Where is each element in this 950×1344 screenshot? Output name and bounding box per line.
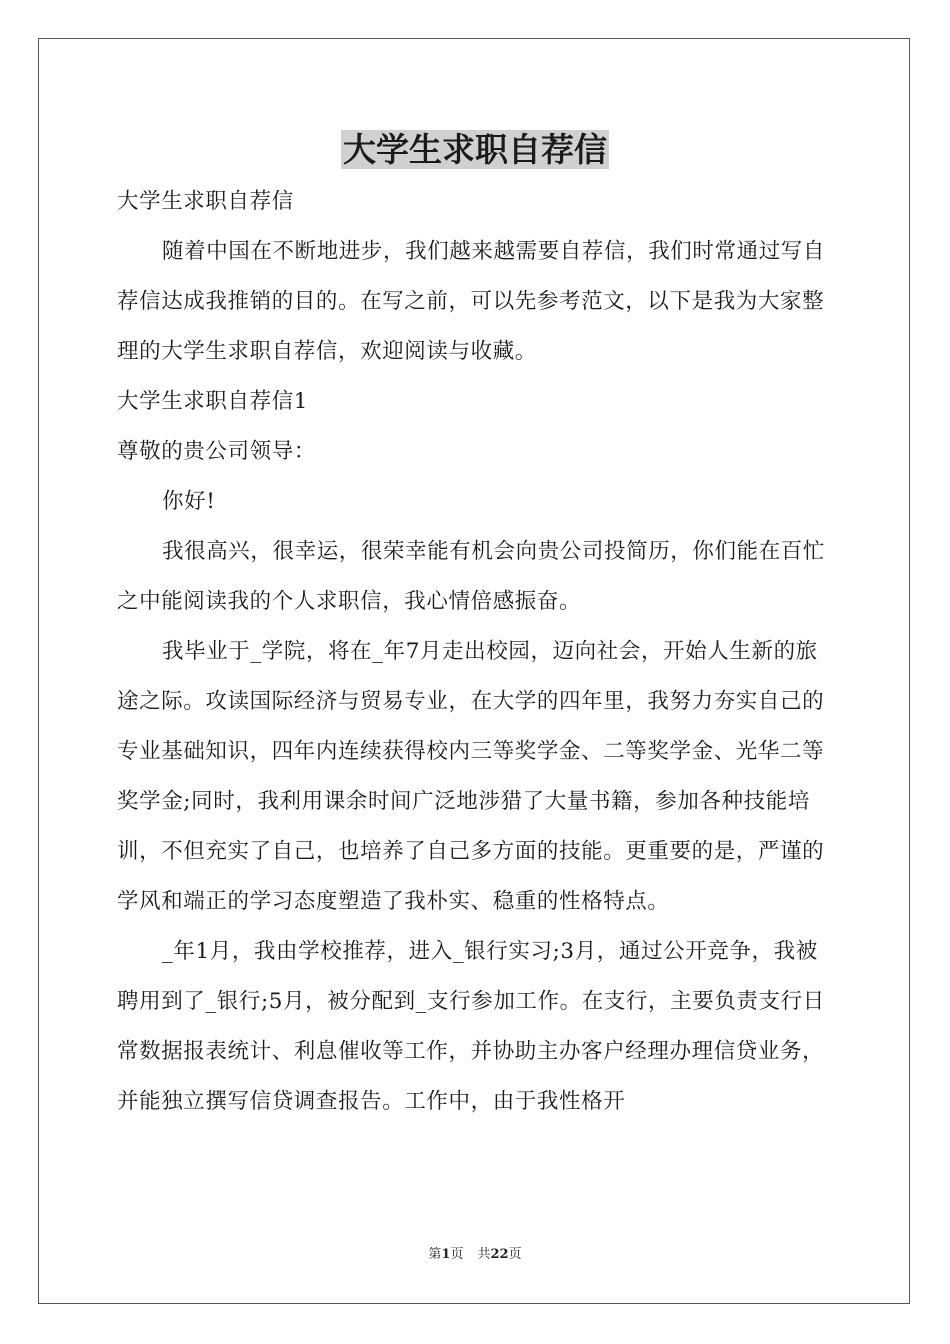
page-total: 22 bbox=[490, 1247, 509, 1262]
body-paragraph: 我毕业于_学院，将在_年7月走出校园，迈向社会，开始人生新的旅途之际。攻读国际经济与贸易专业，在大学的四年里，我努力夯实自己的专业基础知识，四年内连续获得校内三等奖学金、二等奖学金、光华二等奖学金;同时，我利用课余时间广泛地涉猎了大量书籍，参加各种技能培训，不但充实了自己，也培养了自己多方面的技能。更重要的是，严谨的学风和端正的学习态度塑造了我朴实、稳重的性格特点。 bbox=[117, 639, 825, 914]
document-body bbox=[117, 177, 837, 1127]
page-current: 1 bbox=[441, 1247, 451, 1262]
total-prefix: 共 bbox=[477, 1247, 491, 1262]
document-title bbox=[0, 128, 950, 172]
letter-heading: 大学生求职自荐信1 bbox=[117, 389, 309, 414]
page-suffix: 页 bbox=[450, 1247, 464, 1262]
body-paragraph: _年1月，我由学校推荐，进入_银行实习;3月，通过公开竞争，我被聘用到了_银行;5月，被分配到_支行参加工作。在支行，主要负责支行日常数据报表统计、利息催收等工作，并协助主办客户经理办理信贷业务，并能独立撰写信贷调查报告。工作中，由于我性格开 bbox=[117, 939, 825, 1114]
subtitle-line: 大学生求职自荐信 bbox=[117, 189, 294, 214]
body-paragraph: 我很高兴，很幸运，很荣幸能有机会向贵公司投简历，你们能在百忙之中能阅读我的个人求职信，我心情倍感振奋。 bbox=[117, 539, 826, 614]
page-prefix: 第 bbox=[428, 1247, 442, 1262]
salutation: 尊敬的贵公司领导： bbox=[117, 439, 316, 464]
document-title-text: 大学生求职自荐信 bbox=[343, 130, 607, 169]
greeting: 你好! bbox=[162, 489, 216, 514]
total-suffix: 页 bbox=[508, 1247, 522, 1262]
intro-paragraph: 随着中国在不断地进步，我们越来越需要自荐信，我们时常通过写自荐信达成我推销的目的。在写之前，可以先参考范文，以下是我为大家整理的大学生求职自荐信，欢迎阅读与收藏。 bbox=[117, 239, 826, 364]
page-footer bbox=[0, 1245, 950, 1265]
